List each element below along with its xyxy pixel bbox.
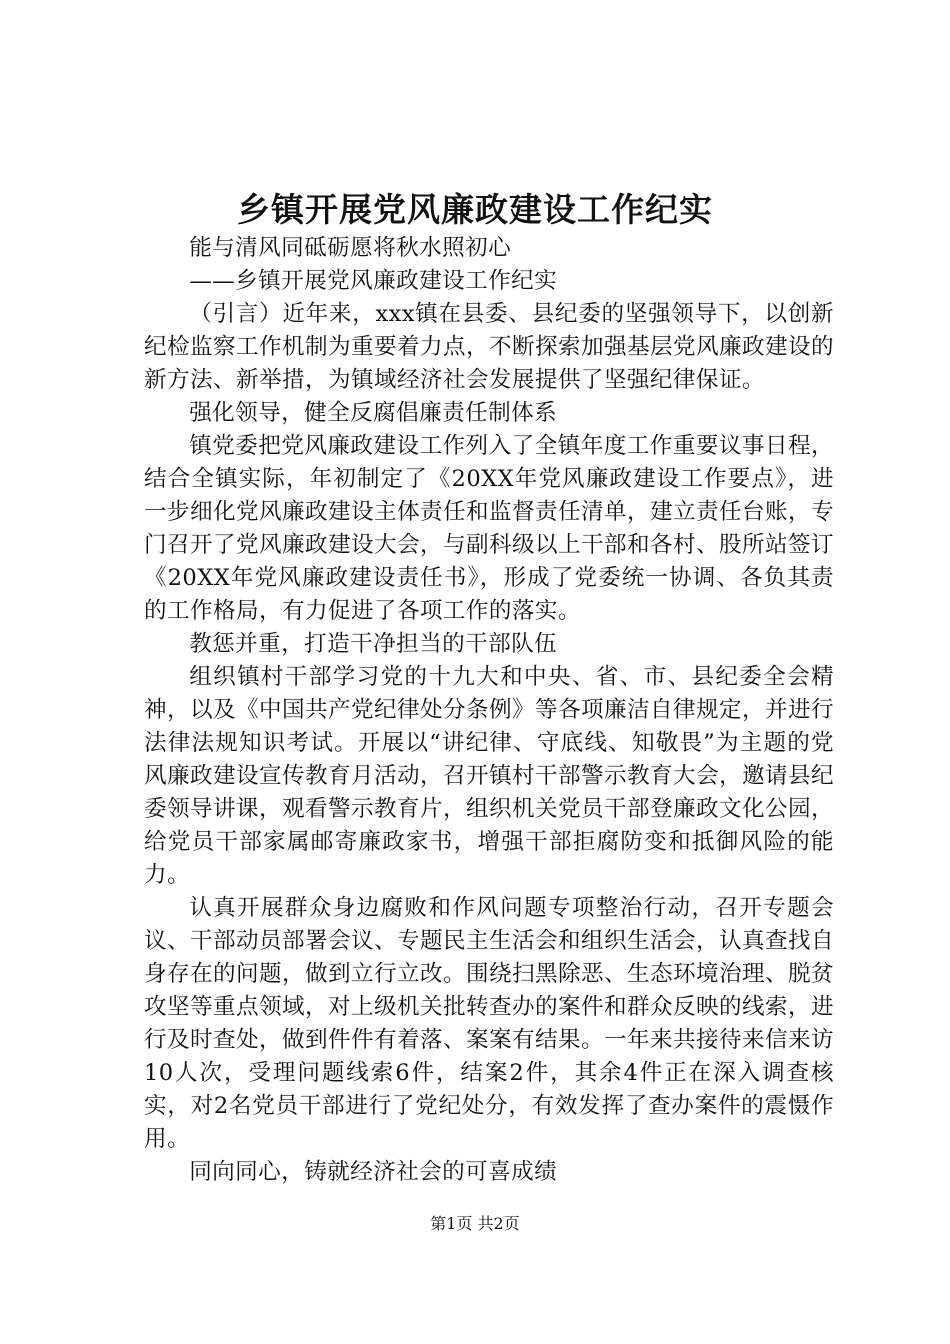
leadership-paragraph: 镇党委把党风廉政建设工作列入了全镇年度工作重要议事日程，结合全镇实际，年初制定了《20XX年党风廉政建设工作要点》，进一步细化党风廉政建设主体责任和监督责任清单，建立责任台账，专门召开了党风廉政建设大会，与副科级以上干部和各村、股所站签订《20XX年党风廉政建设责任书》，形成了党委统一协调、各负其责的工作格局，有力促进了各项工作的落实。 — [144, 433, 834, 624]
document-title: 乡镇开展党风廉政建设工作纪实 — [237, 190, 713, 229]
document-body — [144, 232, 834, 1189]
page-number-footer: 第1页 共2页 — [430, 1214, 520, 1233]
section-heading-leadership: 强化领导，健全反腐倡廉责任制体系 — [189, 400, 558, 426]
subtitle-line-1: 能与清风同砥砺愿将秋水照初心 — [189, 235, 512, 261]
intro-paragraph: （引言）近年来，xxx镇在县委、县纪委的坚强领导下，以创新纪检监察工作机制为重要着力点，不断探索加强基层党风廉政建设的新方法、新举措，为镇域经济社会发展提供了坚强纪律保证。 — [144, 301, 834, 393]
subtitle-line-2: ——乡镇开展党风廉政建设工作纪实 — [189, 268, 558, 294]
rectification-paragraph: 认真开展群众身边腐败和作风问题专项整治行动，召开专题会议、干部动员部署会议、专题民主生活会和组织生活会，认真查找自身存在的问题，做到立行立改。围绕扫黑除恶、生态环境治理、脱贫攻坚等重点领域，对上级机关批转查办的案件和群众反映的线索，进行及时查处，做到件件有着落、案案有结果。一年来共接待来信来访10人次，受理问题线索6件，结案2件，其余4件正在深入调查核实，对2名党员干部进行了党纪处分，有效发挥了查办案件的震慑作用。 — [144, 895, 834, 1152]
section-heading-achievements: 同向同心，铸就经济社会的可喜成绩 — [189, 1159, 558, 1185]
education-paragraph: 组织镇村干部学习党的十九大和中央、省、市、县纪委全会精神，以及《中国共产党纪律处分条例》等各项廉洁自律规定，并进行法律法规知识考试。开展以“讲纪律、守底线、知敬畏”为主题的党风廉政建设宣传教育月活动，召开镇村干部警示教育大会，邀请县纪委领导讲课，观看警示教育片，组织机关党员干部登廉政文化公园，给党员干部家属邮寄廉政家书，增强干部拒腐防变和抵御风险的能力。 — [144, 664, 834, 888]
section-heading-education: 教惩并重，打造干净担当的干部队伍 — [189, 631, 558, 657]
